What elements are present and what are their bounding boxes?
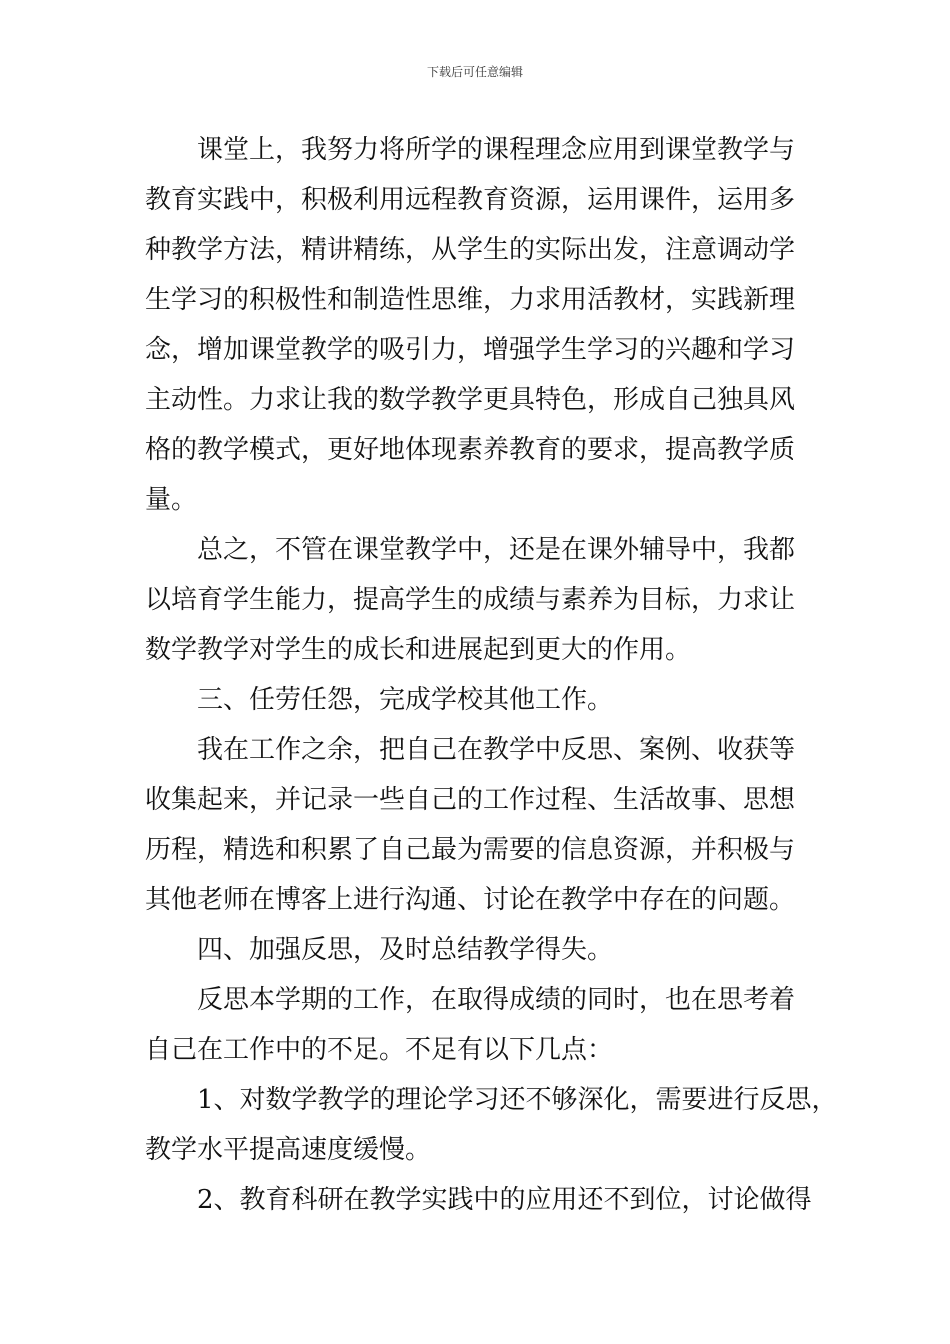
page-header-note: 下载后可任意编辑: [426, 65, 523, 79]
list-item-line: 教学水平提高速度缓慢。: [145, 1135, 432, 1165]
paragraph-line: 我在工作之余，把自己在教学中反思、案例、收获等: [197, 735, 796, 765]
paragraph-line: 其他老师在博客上进行沟通、讨论在教学中存在的问题。: [145, 885, 796, 915]
section-heading: 四、加强反思，及时总结教学得失。: [197, 935, 614, 965]
list-item-line: 2、教育科研在教学实践中的应用还不到位，讨论做得: [197, 1185, 812, 1215]
paragraph-line: 历程，精选和积累了自己最为需要的信息资源，并积极与: [145, 835, 796, 865]
paragraph-line: 反思本学期的工作，在取得成绩的同时，也在思考着: [197, 985, 796, 1015]
paragraph-line: 总之，不管在课堂教学中，还是在课外辅导中，我都: [197, 535, 796, 565]
paragraph-line: 念，增加课堂教学的吸引力，增强学生学习的兴趣和学习: [145, 335, 796, 365]
paragraph-line: 主动性。力求让我的数学教学更具特色，形成自己独具风: [145, 385, 796, 415]
paragraph-line: 以培育学生能力，提高学生的成绩与素养为目标，力求让: [145, 585, 796, 615]
document-body: [145, 125, 838, 1225]
paragraph-line: 量。: [145, 485, 198, 515]
paragraph-line: 教育实践中，积极利用远程教育资源，运用课件，运用多: [145, 185, 796, 215]
section-heading: 三、任劳任怨，完成学校其他工作。: [197, 685, 614, 715]
paragraph-line: 数学教学对学生的成长和进展起到更大的作用。: [145, 635, 692, 665]
paragraph-line: 格的教学模式，更好地体现素养教育的要求，提高教学质: [145, 435, 796, 465]
paragraph-line: 课堂上，我努力将所学的课程理念应用到课堂教学与: [197, 135, 796, 165]
paragraph-line: 收集起来，并记录一些自己的工作过程、生活故事、思想: [145, 785, 796, 815]
list-item-line: 1、对数学教学的理论学习还不够深化，需要进行反思，: [197, 1085, 838, 1115]
paragraph-line: 自己在工作中的不足。不足有以下几点：: [145, 1035, 614, 1065]
paragraph-line: 种教学方法，精讲精练，从学生的实际出发，注意调动学: [145, 235, 796, 265]
paragraph-line: 生学习的积极性和制造性思维，力求用活教材，实践新理: [145, 285, 796, 315]
